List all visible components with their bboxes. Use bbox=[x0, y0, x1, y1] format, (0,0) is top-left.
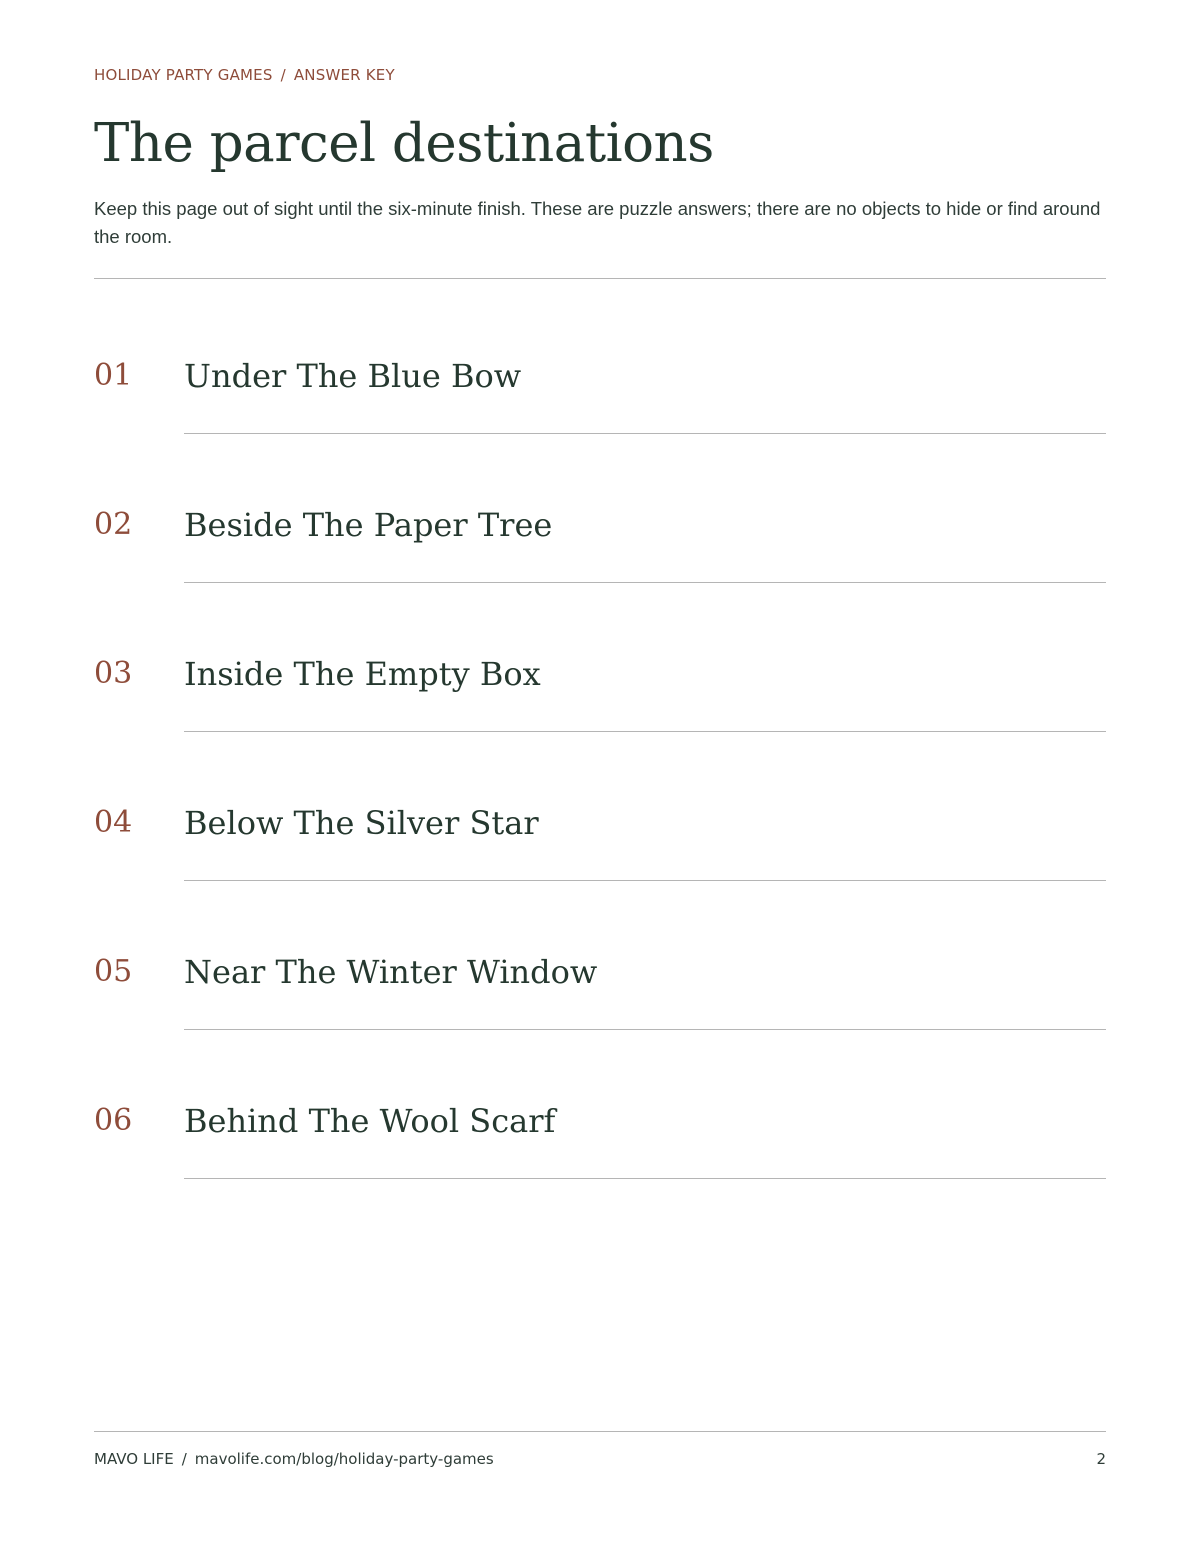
breadcrumb-current: ANSWER KEY bbox=[293, 66, 395, 84]
page-number: 2 bbox=[1096, 1450, 1106, 1468]
answer-text: Below The Silver Star bbox=[184, 804, 539, 842]
answer-item bbox=[94, 328, 1106, 477]
answer-number: 01 bbox=[94, 358, 133, 393]
answer-item bbox=[94, 775, 1106, 924]
answer-list bbox=[94, 328, 1106, 1222]
answer-item bbox=[94, 924, 1106, 1073]
answer-divider bbox=[184, 1178, 1106, 1179]
page-footer bbox=[94, 1450, 1106, 1468]
footer-url: mavolife.com/blog/holiday-party-games bbox=[194, 1450, 494, 1468]
answer-item bbox=[94, 626, 1106, 775]
breadcrumb-section: HOLIDAY PARTY GAMES bbox=[94, 66, 273, 84]
answer-number: 06 bbox=[94, 1103, 133, 1138]
answer-divider bbox=[184, 433, 1106, 434]
footer-divider bbox=[94, 1431, 1106, 1432]
answer-text: Beside The Paper Tree bbox=[184, 506, 553, 544]
answer-text: Near The Winter Window bbox=[184, 953, 598, 991]
answer-number: 04 bbox=[94, 805, 133, 840]
intro-text: Keep this page out of sight until the six-minute finish. These are puzzle answers; there are no objects to hide or find around the room. bbox=[94, 198, 1101, 247]
answer-text: Inside The Empty Box bbox=[184, 655, 541, 693]
answer-text: Behind The Wool Scarf bbox=[184, 1102, 556, 1140]
answer-divider bbox=[184, 731, 1106, 732]
answer-item bbox=[94, 1073, 1106, 1222]
answer-divider bbox=[184, 582, 1106, 583]
answer-key-page bbox=[94, 0, 1106, 1553]
page-title: The parcel destinations bbox=[94, 113, 714, 174]
answer-divider bbox=[184, 1029, 1106, 1030]
header-divider bbox=[94, 278, 1106, 279]
answer-text: Under The Blue Bow bbox=[184, 357, 522, 395]
answer-item bbox=[94, 477, 1106, 626]
answer-number: 05 bbox=[94, 954, 133, 989]
footer-separator: / bbox=[181, 1450, 187, 1468]
answer-divider bbox=[184, 880, 1106, 881]
breadcrumb bbox=[94, 66, 395, 84]
answer-number: 02 bbox=[94, 507, 133, 542]
answer-number: 03 bbox=[94, 656, 133, 691]
breadcrumb-separator: / bbox=[280, 66, 286, 84]
footer-brand: MAVO LIFE bbox=[94, 1450, 174, 1468]
